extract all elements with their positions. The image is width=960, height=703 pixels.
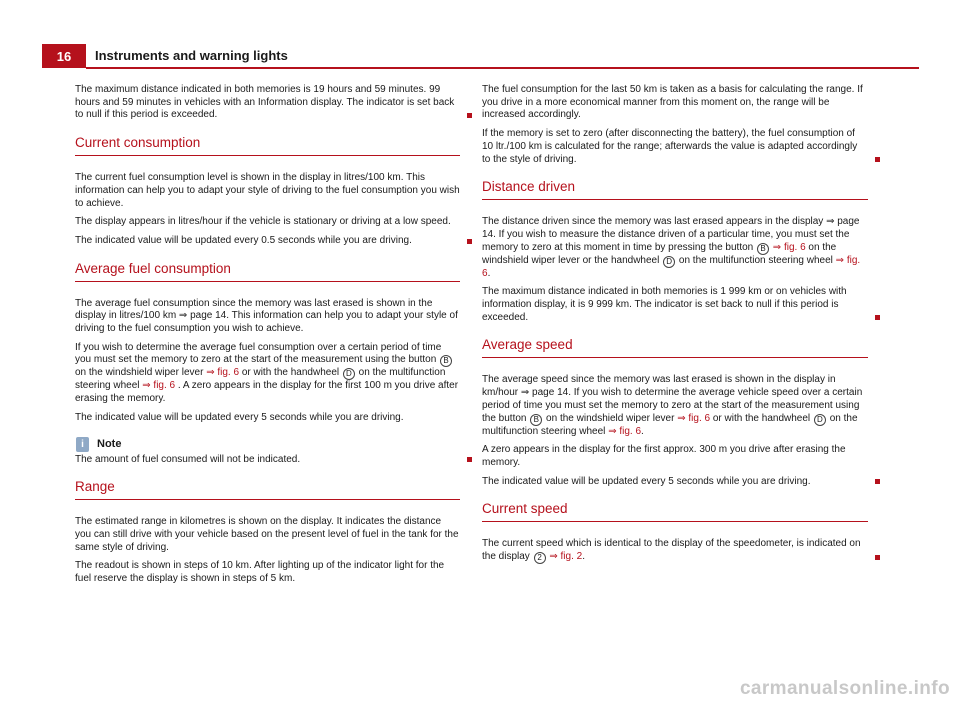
paragraph: The distance driven since the memory was last erased appears in the display ⇒ page 14. If you wish to measure the distance driven of a particular time, you must set the memory to zero at this moment in time by pressing the button B ⇒ fig. 6 on the windshield wiper lever or the handwheel D on the multifunction steering wheel ⇒ fig. 6. bbox=[482, 216, 861, 279]
paragraph: The indicated value will be updated every 5 seconds while you are driving. bbox=[482, 476, 868, 489]
paragraph: The fuel consumption for the last 50 km is taken as a basis for calculating the range. If you drive in a more economical manner from this moment on, the range will be increased accordingly. bbox=[482, 84, 863, 121]
paragraph: The average speed since the memory was last erased is shown in the display in km/hour ⇒ page 14. If you wish to determine the average vehicle speed over a certain period of time you must set the memory to zero at the start of the measurement using the button B on the windshield wiper lever ⇒ fig. 6 or with the handwheel D on the multifunction steering wheel ⇒ fig. 6. bbox=[482, 374, 863, 437]
fig-6-link[interactable]: ⇒ fig. 6 bbox=[206, 367, 240, 379]
page-number: 16 bbox=[42, 44, 86, 68]
paragraph: The current speed which is identical to the display of the speedometer, is indicated on the display 2 ⇒ fig. 2. bbox=[482, 538, 868, 564]
paragraph: The average fuel consumption since the memory was last erased is shown in the display in litres/100 km ⇒ page 14. This information can help you to adapt your style of driving to the fuel consumption you wish to achieve. bbox=[75, 297, 458, 335]
fig-6-link[interactable]: ⇒ fig. 6 bbox=[677, 412, 711, 424]
info-icon: i bbox=[76, 437, 89, 452]
button-b-label: B bbox=[757, 243, 769, 255]
fig-2-link[interactable]: ⇒ fig. 2 bbox=[549, 551, 583, 563]
handwheel-d-label: D bbox=[343, 368, 355, 380]
section-title-current-consumption: Current consumption bbox=[75, 134, 460, 156]
note-label: Note bbox=[97, 437, 122, 450]
paragraph: The estimated range in kilometres is shown on the display. It indicates the distance you can still drive with your vehicle based on the present level of fuel in the tank for the same style of driving. bbox=[75, 516, 459, 553]
end-marker bbox=[875, 315, 880, 320]
paragraph: The indicated value will be updated every 0.5 seconds while you are driving. bbox=[75, 235, 460, 248]
section-title-average-fuel: Average fuel consumption bbox=[75, 260, 460, 282]
end-marker bbox=[467, 239, 472, 244]
paragraph: If you wish to determine the average fuel consumption over a certain period of time you must set the memory to zero at the start of the measurement using the button B on the windshield wiper lever ⇒ fig. 6 or with the handwheel D on the multifunction steering wheel ⇒ fig. 6 . A zero appears in the display for the first 100 m you drive after erasing the memory. bbox=[75, 341, 459, 405]
end-marker bbox=[875, 479, 880, 484]
handwheel-d-label: D bbox=[814, 414, 826, 426]
note-text: The amount of fuel consumed will not be indicated. bbox=[75, 454, 460, 467]
end-marker bbox=[875, 157, 880, 162]
note-header bbox=[75, 437, 460, 452]
fig-6-link[interactable]: ⇒ fig. 6 bbox=[608, 425, 642, 437]
section-title-current-speed: Current speed bbox=[482, 500, 868, 522]
intro-paragraph: The maximum distance indicated in both memories is 19 hours and 59 minutes. 99 hours and 59 minutes in vehicles with an Information display. The indicator is set back to null if this period is exceeded. bbox=[75, 84, 460, 122]
end-marker bbox=[875, 555, 880, 560]
button-b-label: B bbox=[440, 355, 452, 367]
watermark: carmanualsonline.info bbox=[739, 678, 950, 699]
paragraph: The current fuel consumption level is shown in the display in litres/100 km. This information can help you to adapt your style of driving to the fuel consumption you wish to achieve. bbox=[75, 172, 460, 209]
paragraph: The display appears in litres/hour if the vehicle is stationary or driving at a low speed. bbox=[75, 216, 451, 228]
paragraph: The readout is shown in steps of 10 km. After lighting up of the indicator light for the fuel reserve the display is shown in steps of 5 km. bbox=[75, 560, 445, 585]
end-marker bbox=[467, 457, 472, 462]
fig-6-link[interactable]: ⇒ fig. 6 bbox=[772, 241, 806, 253]
section-title-distance-driven: Distance driven bbox=[482, 178, 868, 200]
handwheel-d-label: D bbox=[663, 256, 675, 268]
end-marker bbox=[467, 113, 472, 118]
left-column bbox=[75, 84, 460, 592]
button-b-label: B bbox=[530, 414, 542, 426]
header-rule bbox=[86, 67, 919, 69]
chapter-title: Instruments and warning lights bbox=[95, 48, 288, 63]
fig-6-link[interactable]: ⇒ fig. 6 bbox=[142, 380, 176, 392]
paragraph: If the memory is set to zero (after disconnecting the battery), the fuel consumption of 10 ltr./100 km is calculated for the range; afterwards the value is adapted accordingly to the style of driving. bbox=[482, 128, 868, 166]
display-2-label: 2 bbox=[534, 552, 546, 564]
fig-6-link[interactable]: ⇒ fig. 6 bbox=[482, 254, 861, 279]
paragraph: The maximum distance indicated in both memories is 1 999 km or on vehicles with information display, it is 9 999 km. The indicator is set back to null if this period is exceeded. bbox=[482, 286, 868, 324]
right-column bbox=[482, 84, 868, 570]
paragraph: The indicated value will be updated every 5 seconds while you are driving. bbox=[75, 411, 404, 423]
paragraph: A zero appears in the display for the first approx. 300 m you drive after erasing the memory. bbox=[482, 444, 846, 468]
section-title-range: Range bbox=[75, 478, 460, 500]
section-title-average-speed: Average speed bbox=[482, 336, 868, 358]
